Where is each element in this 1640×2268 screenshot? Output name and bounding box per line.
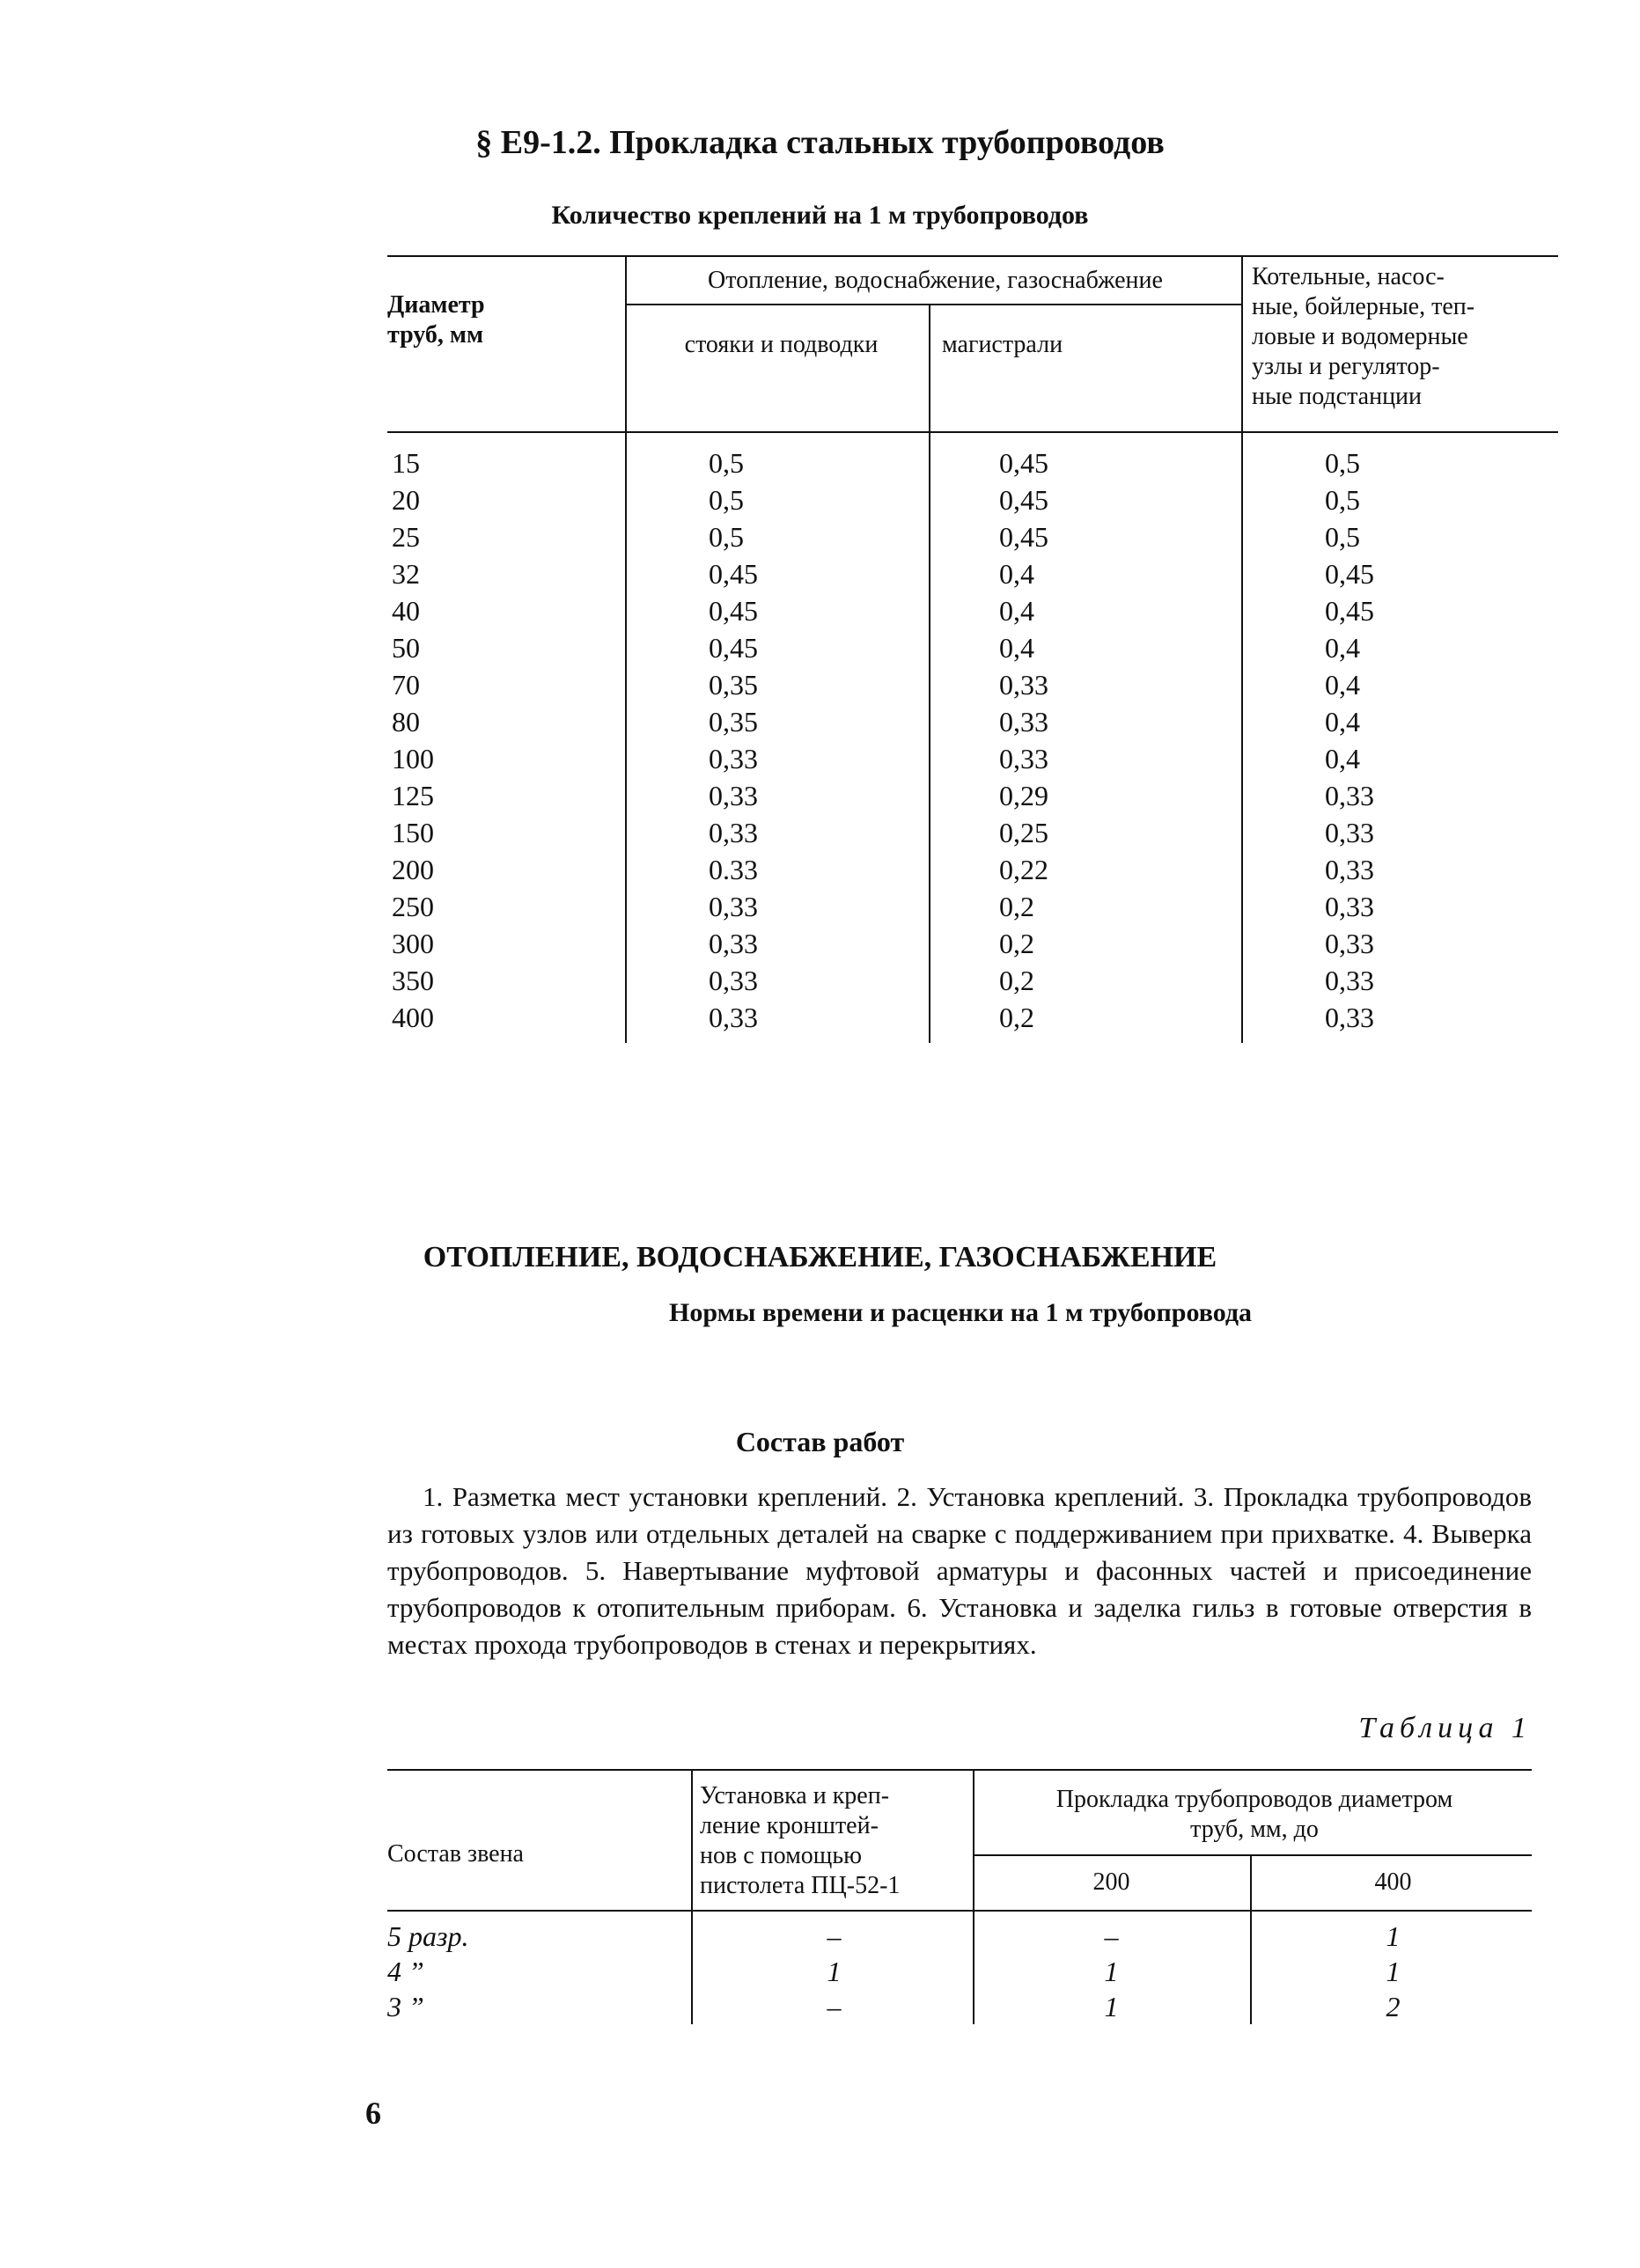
mains-header: магистрали	[942, 331, 1063, 358]
diameter-200-header: 200	[1092, 1868, 1130, 1896]
table1-cell-c: 0,5	[1325, 447, 1360, 479]
table1-cell-b: 0,22	[999, 854, 1048, 885]
table1-cell-c: 0,4	[1325, 632, 1360, 664]
diameter-header	[387, 290, 616, 350]
table1-cell-b: 0,29	[999, 780, 1048, 811]
table1-cell-c: 0,33	[1325, 891, 1374, 922]
table1-cell-c: 0,4	[1325, 669, 1360, 701]
table1-cell-d: 200	[392, 854, 434, 885]
table1-cell-d: 70	[392, 669, 420, 701]
table1-cell-d: 15	[392, 447, 420, 479]
table1-cell-c: 0,33	[1325, 1002, 1374, 1033]
table2-col-divider-1	[691, 1769, 693, 2024]
table1-cell-b: 0,2	[999, 928, 1034, 959]
boiler-header-line-4: узлы и регулятор-	[1252, 353, 1440, 380]
section-title: § Е9-1.2. Прокладка стальных трубопроводов	[475, 124, 1165, 161]
install-header-line-1: Установка и креп-	[700, 1782, 890, 1809]
table1-cell-d: 50	[392, 632, 420, 664]
table1-top-rule	[387, 255, 1558, 257]
boiler-header-line-3: ловые и водомерные	[1252, 323, 1468, 350]
table1-cell-b: 0,45	[999, 521, 1048, 553]
table1-group-rule	[625, 304, 1241, 305]
table1-cell-d: 20	[392, 484, 420, 516]
table1-cell-c: 0,5	[1325, 484, 1360, 516]
table2-cell-d400: 1	[1386, 1920, 1401, 1952]
diameter-400-header: 400	[1374, 1868, 1412, 1896]
table1-cell-b: 0,2	[999, 891, 1034, 922]
table1-cell-b: 0,33	[999, 706, 1048, 738]
table1-cell-a: 0,33	[709, 1002, 758, 1033]
table1-cell-a: 0,5	[709, 521, 744, 553]
table1-cell-c: 0,33	[1325, 928, 1374, 959]
page-number: 6	[365, 2096, 381, 2131]
table1-col-divider-1	[625, 255, 627, 1043]
table1-cell-a: 0,33	[709, 965, 758, 996]
table1-cell-c: 0,5	[1325, 521, 1360, 553]
table1-cell-a: 0,33	[709, 780, 758, 811]
table1-cell-c: 0,4	[1325, 743, 1360, 774]
table1-cell-d: 25	[392, 521, 420, 553]
work-description: 1. Разметка мест установки креплений. 2. Установка креплений. 3. Прокладка трубопроводов из готовых узлов или отдельных деталей на сварке с поддерживанием при прихватке. 4. Выверка трубопроводов. 5. Навертывание муфтовой арматуры и фасонных частей и присоединение трубопроводов к отопительным приборам. 6. Установка и заделка гильз в готовые отверстия в местах прохода трубопроводов в стенах и перекрытиях.	[387, 1481, 1532, 1660]
boiler-header-line-1: Котельные, насос-	[1252, 263, 1445, 290]
table1-cell-d: 80	[392, 706, 420, 738]
table2-cell-crew: 4 ”	[387, 1956, 424, 1987]
table2-cell-install: –	[827, 1920, 842, 1952]
table1-cell-d: 250	[392, 891, 434, 922]
table1-cell-b: 0,45	[999, 484, 1048, 516]
table1-cell-a: 0.33	[709, 854, 758, 885]
table1-cell-a: 0,33	[709, 743, 758, 774]
install-header-line-3: нов с помощью	[700, 1842, 863, 1869]
table1-cell-d: 300	[392, 928, 434, 959]
table1-cell-d: 400	[392, 1002, 434, 1033]
group-header: Отопление, водоснабжение, газоснабжение	[708, 267, 1163, 294]
diameter-header-line-2: труб, мм	[387, 321, 484, 349]
table1-cell-a: 0,45	[709, 558, 758, 590]
table1-cell-a: 0,5	[709, 484, 744, 516]
table2-cell-install: –	[827, 1991, 842, 2022]
table2-cell-crew: 5 разр.	[387, 1920, 469, 1952]
table2-cell-d200: –	[1104, 1920, 1119, 1952]
table1-cell-a: 0,45	[709, 595, 758, 627]
table2-group-rule	[973, 1854, 1532, 1856]
work-heading: Состав работ	[735, 1426, 905, 1457]
install-header-line-4: пистолета ПЦ-52-1	[700, 1872, 901, 1899]
table1-cell-b: 0,33	[999, 669, 1048, 701]
table1-cell-b: 0,25	[999, 817, 1048, 848]
table1-cell-a: 0,45	[709, 632, 758, 664]
table2-col-divider-3	[1250, 1854, 1252, 2024]
table1-cell-b: 0,2	[999, 965, 1034, 996]
table1-cell-c: 0,45	[1325, 595, 1374, 627]
crew-table	[387, 1769, 1532, 2033]
table1-cell-a: 0,33	[709, 817, 758, 848]
table1-cell-d: 40	[392, 595, 420, 627]
table2-cell-d200: 1	[1104, 1991, 1119, 2022]
table1-cell-d: 150	[392, 817, 434, 848]
table1-cell-b: 0,45	[999, 447, 1048, 479]
table1-cell-a: 0,33	[709, 891, 758, 922]
table1-col-divider-2	[929, 304, 930, 1043]
table2-cell-d200: 1	[1104, 1956, 1119, 1987]
table1-cell-c: 0,33	[1325, 854, 1374, 885]
norms-heading: Нормы времени и расценки на 1 м трубопровода	[669, 1298, 1253, 1327]
table2-cell-d400: 2	[1386, 1991, 1401, 2022]
table1-cell-d: 125	[392, 780, 434, 811]
install-header	[700, 1781, 968, 1901]
table1-cell-a: 0,35	[709, 669, 758, 701]
table1-cell-b: 0,4	[999, 595, 1034, 627]
systems-heading: ОТОПЛЕНИЕ, ВОДОСНАБЖЕНИЕ, ГАЗОСНАБЖЕНИЕ	[423, 1241, 1217, 1273]
table1-cell-b: 0,2	[999, 1002, 1034, 1033]
table1-cell-d: 32	[392, 558, 420, 590]
table1-col-divider-3	[1241, 255, 1243, 1043]
table2-caption: Таблица 1	[1358, 1712, 1532, 1744]
table2-cell-crew: 3 ”	[387, 1991, 424, 2022]
table1-cell-d: 100	[392, 743, 434, 774]
table2-header-rule	[387, 1910, 1532, 1912]
boiler-header-line-5: ные подстанции	[1252, 383, 1423, 410]
table2-top-rule	[387, 1769, 1532, 1771]
table1-cell-c: 0,33	[1325, 817, 1374, 848]
laying-header-line-1: Прокладка трубопроводов диаметром	[1055, 1786, 1453, 1813]
table2-cell-install: 1	[827, 1956, 842, 1987]
table2-cell-d400: 1	[1386, 1956, 1401, 1987]
table1-cell-d: 350	[392, 965, 434, 996]
diameter-header-line-1: Диаметр	[387, 291, 485, 319]
table1-cell-a: 0,5	[709, 447, 744, 479]
table2-col-divider-2	[973, 1769, 974, 2024]
risers-header: стояки и подводки	[684, 331, 879, 358]
table1-cell-c: 0,4	[1325, 706, 1360, 738]
laying-header	[977, 1785, 1532, 1845]
table1-cell-c: 0,33	[1325, 780, 1374, 811]
boiler-header	[1252, 262, 1555, 412]
table1-cell-a: 0,33	[709, 928, 758, 959]
table1-cell-a: 0,35	[709, 706, 758, 738]
table1-cell-b: 0,4	[999, 632, 1034, 664]
table1-cell-c: 0,45	[1325, 558, 1374, 590]
fastenings-table	[387, 255, 1558, 1065]
laying-header-line-2: труб, мм, до	[1190, 1816, 1319, 1843]
table1-cell-c: 0,33	[1325, 965, 1374, 996]
install-header-line-2: ление кронштей-	[700, 1812, 879, 1839]
table1-caption: Количество креплений на 1 м трубопроводов	[551, 201, 1089, 230]
table1-header-rule	[387, 431, 1558, 433]
table1-cell-b: 0,33	[999, 743, 1048, 774]
crew-header: Состав звена	[387, 1840, 524, 1868]
table1-cell-b: 0,4	[999, 558, 1034, 590]
boiler-header-line-2: ные, бойлерные, теп-	[1252, 293, 1475, 320]
